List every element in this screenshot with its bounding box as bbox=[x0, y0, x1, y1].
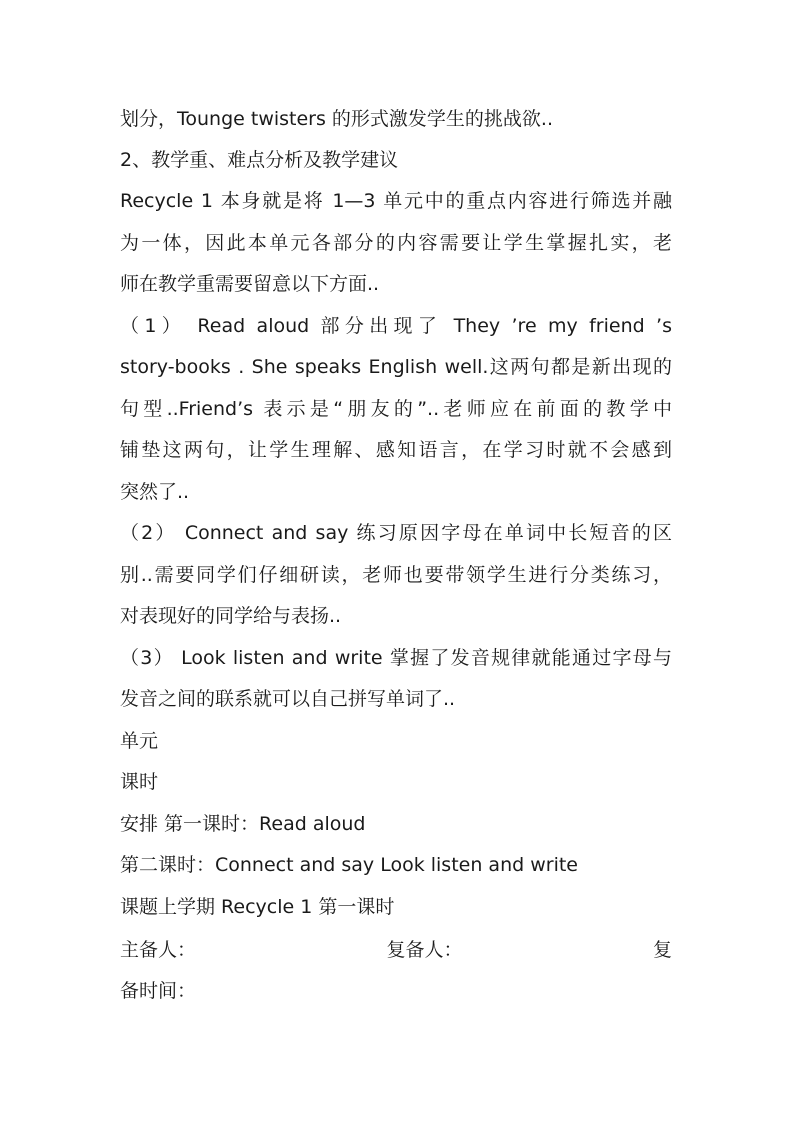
co-preparer-label: 复备人： bbox=[386, 939, 463, 961]
text-line-11: （2） Connect and say 练习原因字母在单词中长短音的区 bbox=[120, 522, 672, 544]
text-line-5: 师在教学重需要留意以下方面.. bbox=[120, 273, 380, 295]
main-preparer-label: 主备人： bbox=[120, 939, 197, 961]
text-line-last: 备时间： bbox=[120, 980, 197, 1002]
text-line-17: 课时 bbox=[120, 771, 159, 793]
text-line-8: 句型..Friend’s 表示是“朋友的”..老师应在前面的教学中 bbox=[120, 398, 672, 420]
text-line-6: （1） Read aloud 部分出现了 They ’re my friend ’s bbox=[120, 315, 672, 337]
text-line-3: Recycle 1 本身就是将 1—3 单元中的重点内容进行筛选并融 bbox=[120, 190, 672, 212]
text-line-13: 对表现好的同学给与表扬.. bbox=[120, 605, 342, 627]
text-line-9: 铺垫这两句，让学生理解、感知语言，在学习时就不会感到 bbox=[120, 439, 672, 461]
text-line-14: （3） Look listen and write 掌握了发音规律就能通过字母与 bbox=[120, 647, 672, 669]
text-line-16: 单元 bbox=[120, 730, 159, 752]
text-line-12: 别..需要同学们仔细研读，老师也要带领学生进行分类练习， bbox=[120, 564, 672, 586]
text-line-15: 发音之间的联系就可以自己拼写单词了.. bbox=[120, 688, 456, 710]
text-line-1: 划分，Tounge twisters 的形式激发学生的挑战欲.. bbox=[120, 108, 554, 130]
text-line-7: story-books . She speaks English well.这两句都是新出现的 bbox=[120, 356, 672, 378]
section-heading: 2、教学重、难点分析及教学建议 bbox=[120, 149, 399, 171]
co-time-label-start: 复 bbox=[652, 939, 672, 961]
text-line-18: 安排 第一课时：Read aloud bbox=[120, 813, 366, 835]
signature-row bbox=[120, 935, 672, 965]
text-line-4: 为一体，因此本单元各部分的内容需要让学生掌握扎实，老 bbox=[120, 232, 672, 254]
text-line-19: 第二课时：Connect and say Look listen and write bbox=[120, 854, 578, 876]
text-line-20: 课题上学期 Recycle 1 第一课时 bbox=[120, 896, 395, 918]
text-line-10: 突然了.. bbox=[120, 481, 190, 503]
